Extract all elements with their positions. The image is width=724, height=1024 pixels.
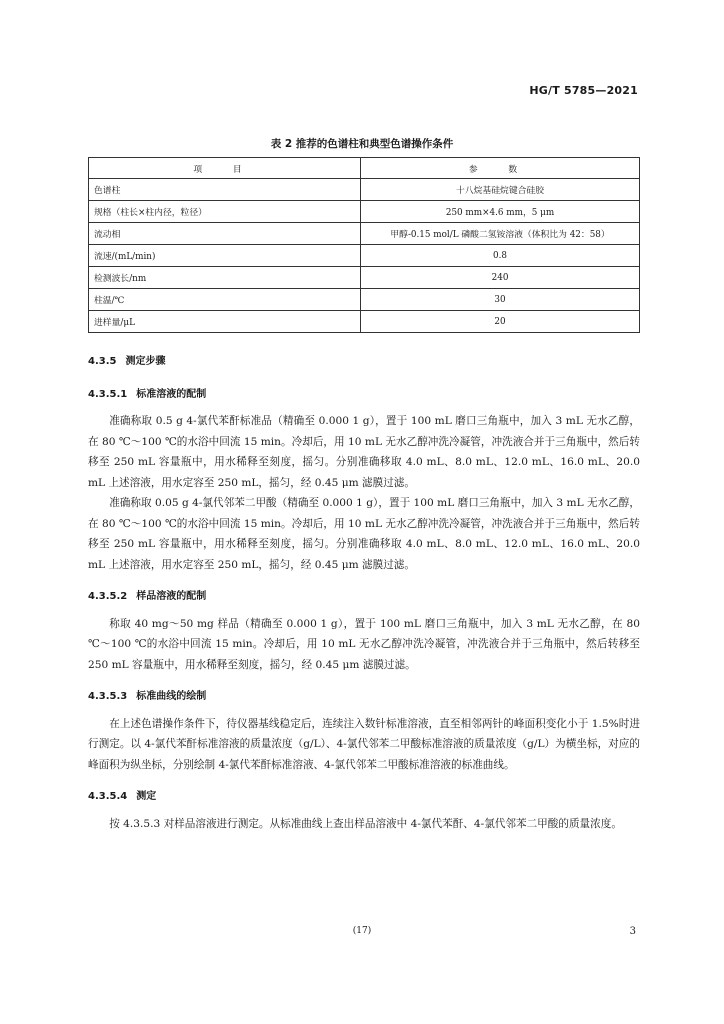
section-heading-4-3-5-2	[88, 587, 640, 608]
row-value: 0.8	[361, 245, 640, 267]
column-header-parameter: 参 数	[361, 158, 640, 179]
row-value: 30	[361, 289, 640, 311]
section-title: 标准曲线的绘制	[136, 691, 207, 702]
column-header-item: 项 目	[89, 158, 361, 179]
paragraph: 在上述色谱操作条件下，待仪器基线稳定后，连续注入数针标准溶液，直至相邻两针的峰面积变化小于 1.5%时进行测定。以 4-氯代苯酐标准溶液的质量浓度（g/L）、4-氯代邻苯二甲酸标准溶液的质量浓度（g/L）为横坐标，对应的峰面积为纵坐标，分别绘制 4-氯代苯酐标准溶液、4-氯代邻苯二甲酸标准溶液的标准曲线。	[88, 717, 640, 771]
row-item: 规格（柱长×柱内径，粒径）	[89, 201, 361, 223]
section-heading-4-3-5	[88, 352, 640, 373]
row-item: 检测波长/nm	[89, 267, 361, 289]
section-heading-4-3-5-1	[88, 385, 640, 406]
section-heading-4-3-5-4	[88, 787, 640, 808]
table-row	[89, 201, 640, 223]
paragraph: 称取 40 mg～50 mg 样品（精确至 0.000 1 g），置于 100 mL 磨口三角瓶中，加入 3 mL 无水乙醇，在 80 ℃～100 ℃的水浴中回流 15 min。冷却后，用 10 mL 无水乙醇冲洗冷凝管，冲洗液合并于三角瓶中，然后转移至 250 mL 容量瓶中，用水稀释至刻度，摇匀，经 0.45 μm 滤膜过滤。	[88, 617, 640, 671]
section-title: 测定	[136, 791, 157, 802]
row-item: 色谱柱	[89, 179, 361, 201]
row-item: 柱温/℃	[89, 289, 361, 311]
row-value: 甲醇-0.15 mol/L 磷酸二氢铵溶液（体积比为 42：58）	[361, 223, 640, 245]
row-item: 流速/(mL/min)	[89, 245, 361, 267]
table-row	[89, 223, 640, 245]
table-title: 表 2 推荐的色谱柱和典型色谱操作条件	[270, 138, 454, 150]
section-title: 标准溶液的配制	[136, 388, 207, 400]
row-item: 进样量/μL	[89, 311, 361, 333]
table-row	[89, 289, 640, 311]
table-header-row	[89, 158, 640, 179]
standard-code: HG/T 5785—2021	[529, 84, 638, 97]
row-item: 流动相	[89, 223, 361, 245]
section-heading-4-3-5-3	[88, 687, 640, 708]
section-number: 4.3.5.1	[88, 388, 128, 400]
section-number: 4.3.5.2	[88, 591, 128, 602]
table-row	[89, 245, 640, 267]
paragraph: 准确称取 0.05 g 4-氯代邻苯二甲酸（精确至 0.000 1 g），置于 100 mL 磨口三角瓶中，加入 3 mL 无水乙醇，在 80 ℃～100 ℃的水浴中回流 15 min。冷却后，用 10 mL 无水乙醇冲洗冷凝管，冲洗液合并于三角瓶中，然后转移至 250 mL 容量瓶中，用水稀释至刻度，摇匀。分别准确移取 4.0 mL、8.0 mL、12.0 mL、16.0 mL、20.0 mL 上述溶液，用水定容至 250 mL，摇匀，经 0.45 μm 滤膜过滤。	[88, 497, 640, 571]
table-row	[89, 179, 640, 201]
section-number: 4.3.5	[88, 356, 117, 367]
row-value: 20	[361, 311, 640, 333]
footer-page-marker: (17)	[352, 926, 372, 936]
paragraph: 按 4.3.5.3 对样品溶液进行测定。从标准曲线上查出样品溶液中 4-氯代苯酐、4-氯代邻苯二甲酸的质量浓度。	[109, 817, 622, 830]
row-value: 250 mm×4.6 mm，5 μm	[361, 201, 640, 223]
section-number: 4.3.5.4	[88, 791, 128, 802]
section-number: 4.3.5.3	[88, 691, 128, 702]
chromatography-conditions-table	[88, 157, 640, 333]
paragraph: 准确称取 0.5 g 4-氯代苯酐标准品（精确至 0.000 1 g），置于 100 mL 磨口三角瓶中，加入 3 mL 无水乙醇，在 80 ℃～100 ℃的水浴中回流 15 min。冷却后，用 10 mL 无水乙醇冲洗冷凝管，冲洗液合并于三角瓶中，然后转移至 250 mL 容量瓶中，用水稀释至刻度，摇匀。分别准确移取 4.0 mL、8.0 mL、12.0 mL、16.0 mL、20.0 mL 上述溶液，用水定容至 250 mL，摇匀，经 0.45 μm 滤膜过滤。	[88, 415, 640, 489]
table-row	[89, 267, 640, 289]
procedure-content	[88, 352, 640, 834]
page-number: 3	[629, 926, 636, 937]
row-value: 240	[361, 267, 640, 289]
section-title: 样品溶液的配制	[136, 591, 207, 602]
table-row	[89, 311, 640, 333]
section-title: 测定步骤	[125, 356, 166, 367]
row-value: 十八烷基硅烷键合硅胶	[361, 179, 640, 201]
